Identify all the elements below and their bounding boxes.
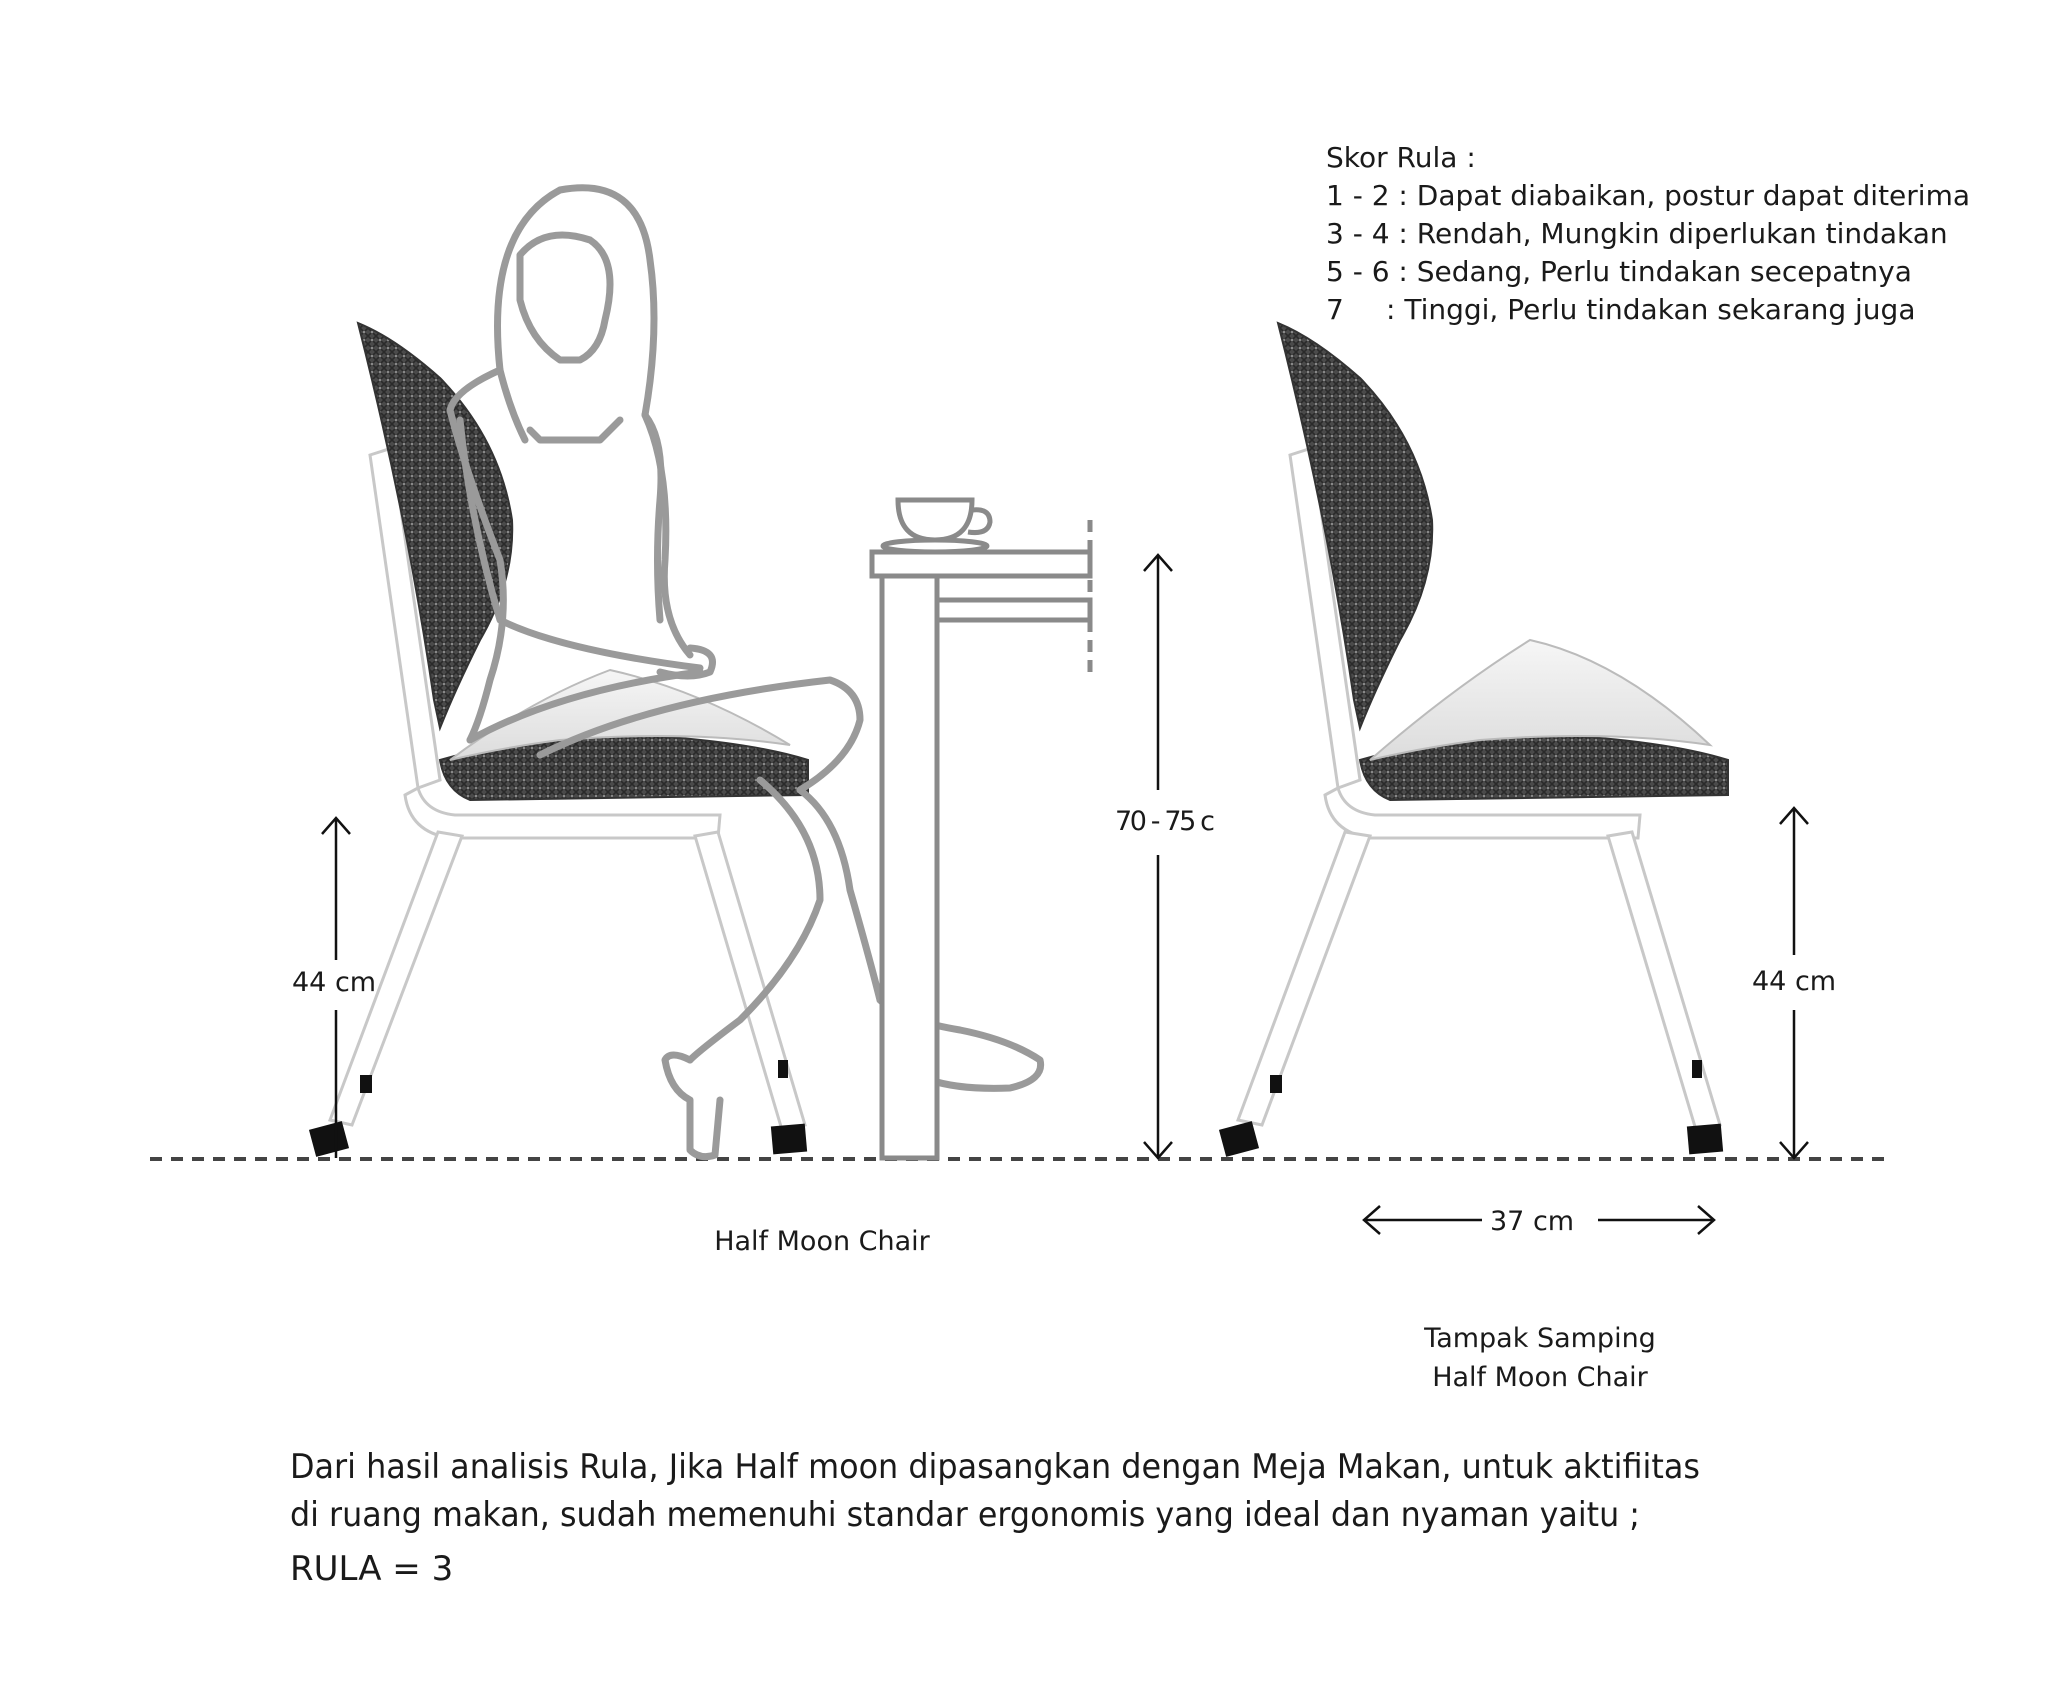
table-apron [937, 600, 1090, 620]
seat-depth-label: 37 cm [1490, 1206, 1575, 1237]
left-chair-glide [778, 1060, 788, 1078]
left-view-caption: Half Moon Chair [714, 1226, 930, 1257]
table-height-label: 70 - 75 c [1115, 806, 1215, 837]
legend-item: 5 - 6 : Sedang, Perlu tindakan secepatnya [1326, 255, 1912, 288]
dimension-arrows [322, 555, 1808, 1234]
left-chair-foot-cap [309, 1121, 349, 1157]
right-chair-glide [1692, 1060, 1702, 1078]
table-top [872, 552, 1090, 576]
conclusion-line2: di ruang makan, sudah memenuhi standar ergonomis yang ideal dan nyaman yaitu ; [290, 1495, 1640, 1535]
dining-table [872, 500, 1090, 1158]
legend-item: 3 - 4 : Rendah, Mungkin diperlukan tindakan [1326, 217, 1948, 250]
seat-height-right-label: 44 cm [1752, 966, 1837, 997]
legend-item: 1 - 2 : Dapat diabaikan, postur dapat diterima [1326, 179, 1970, 212]
left-chair-foot-cap [771, 1124, 807, 1155]
right-view-caption-line2: Half Moon Chair [1432, 1362, 1648, 1393]
saucer [883, 540, 987, 552]
left-chair-glide [360, 1075, 372, 1093]
seat-height-left-label: 44 cm [292, 967, 377, 998]
right-view-caption-line1: Tampak Samping [1424, 1323, 1656, 1354]
right-chair-foot-cap [1219, 1121, 1259, 1157]
table-leg [882, 576, 937, 1158]
rula-score: RULA = 3 [290, 1549, 454, 1589]
legend-item-key: 7 [1326, 293, 1344, 326]
seated-person-outline [450, 188, 1041, 1157]
left-chair [309, 323, 808, 1157]
right-chair [1219, 323, 1728, 1157]
conclusion-line1: Dari hasil analisis Rula, Jika Half moon dipasangkan dengan Meja Makan, untuk aktifiitas [290, 1447, 1700, 1487]
coffee-cup [898, 500, 972, 540]
right-chair-glide [1270, 1075, 1282, 1093]
rula-legend [1326, 141, 1970, 326]
legend-item-text: : Tinggi, Perlu tindakan sekarang juga [1386, 293, 1916, 326]
right-chair-foot-cap [1687, 1124, 1723, 1155]
conclusion-text [290, 1447, 1700, 1589]
legend-title: Skor Rula : [1326, 141, 1476, 174]
